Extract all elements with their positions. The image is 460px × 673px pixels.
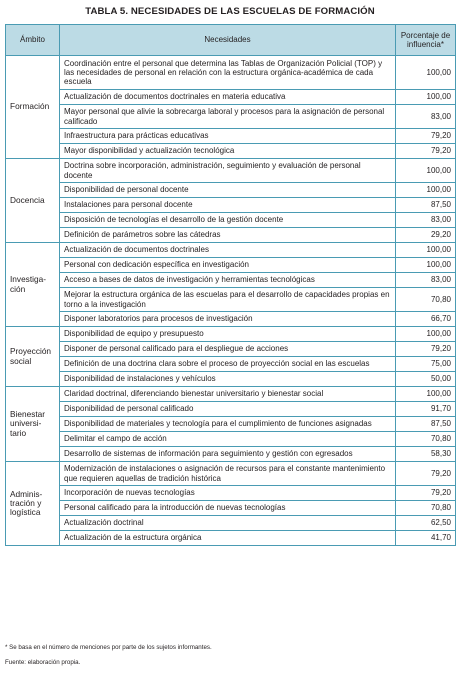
table-title: TABLA 5. NECESIDADES DE LAS ESCUELAS DE FORMACIÓN	[85, 6, 375, 17]
table-row	[6, 402, 456, 417]
header-porcentaje-line1: Porcentaje de	[400, 30, 451, 40]
porcentaje-cell: 100,00	[396, 243, 456, 258]
table-row	[6, 417, 456, 432]
porcentaje-cell: 58,30	[396, 447, 456, 462]
table-row	[6, 198, 456, 213]
table-row	[6, 105, 456, 129]
necesidad-cell: Disposición de tecnologías el desarrollo de la gestión docente	[60, 213, 396, 228]
porcentaje-cell: 83,00	[396, 213, 456, 228]
table-row	[6, 516, 456, 531]
necesidad-cell: Actualización doctrinal	[60, 516, 396, 531]
header-necesidades: Necesidades	[60, 25, 396, 56]
ambito-cell: Investiga- ción	[6, 243, 60, 327]
table-row	[6, 144, 456, 159]
header-ambito: Ámbito	[6, 25, 60, 56]
table-row	[6, 357, 456, 372]
ambito-cell: Adminis- tración y logística	[6, 462, 60, 546]
necesidad-cell: Desarrollo de sistemas de información para seguimiento y gestión con egresados	[60, 447, 396, 462]
porcentaje-cell: 100,00	[396, 159, 456, 183]
necesidad-cell: Delimitar el campo de acción	[60, 432, 396, 447]
ambito-cell: Bienestar universi- tario	[6, 387, 60, 462]
necesidad-cell: Disponibilidad de equipo y presupuesto	[60, 327, 396, 342]
table-row	[6, 288, 456, 312]
necesidad-cell: Coordinación entre el personal que determina las Tablas de Organización Policial (TOP) y las necesidades de personal en relación con la estructura orgánica-académica de cada escuela	[60, 56, 396, 90]
porcentaje-cell: 87,50	[396, 198, 456, 213]
table-row	[6, 90, 456, 105]
porcentaje-cell: 29,20	[396, 228, 456, 243]
necesidad-cell: Actualización de documentos doctrinales	[60, 243, 396, 258]
porcentaje-cell: 41,70	[396, 531, 456, 546]
ambito-cell: Proyección social	[6, 327, 60, 387]
table-row	[6, 531, 456, 546]
table-row	[6, 228, 456, 243]
table-row	[6, 56, 456, 90]
porcentaje-cell: 79,20	[396, 129, 456, 144]
table-row	[6, 372, 456, 387]
porcentaje-cell: 79,20	[396, 462, 456, 486]
necesidad-cell: Mayor personal que alivie la sobrecarga laboral y procesos para la asignación de personal calificado	[60, 105, 396, 129]
table-row	[6, 273, 456, 288]
needs-table	[5, 24, 456, 546]
necesidad-cell: Personal calificado para la introducción de nuevas tecnologías	[60, 501, 396, 516]
ambito-cell: Docencia	[6, 159, 60, 243]
footnote: * Se basa en el número de menciones por parte de los sujetos informantes.	[5, 644, 212, 651]
ambito-cell: Formación	[6, 56, 60, 159]
porcentaje-cell: 100,00	[396, 327, 456, 342]
porcentaje-cell: 100,00	[396, 56, 456, 90]
header-porcentaje-line2: influencia*	[407, 40, 444, 49]
porcentaje-cell: 70,80	[396, 501, 456, 516]
table-row	[6, 129, 456, 144]
necesidad-cell: Disponibilidad de personal docente	[60, 183, 396, 198]
necesidad-cell: Claridad doctrinal, diferenciando bienestar universitario y bienestar social	[60, 387, 396, 402]
necesidad-cell: Infraestructura para prácticas educativas	[60, 129, 396, 144]
necesidad-cell: Modernización de instalaciones o asignación de recursos para el constante mantenimiento que requieren aquellas de tradición histórica	[60, 462, 396, 486]
necesidad-cell: Mayor disponibilidad y actualización tecnológica	[60, 144, 396, 159]
table-row	[6, 342, 456, 357]
source-note: Fuente: elaboración propia.	[5, 659, 81, 666]
porcentaje-cell: 70,80	[396, 432, 456, 447]
necesidad-cell: Personal con dedicación específica en investigación	[60, 258, 396, 273]
porcentaje-cell: 62,50	[396, 516, 456, 531]
porcentaje-cell: 100,00	[396, 387, 456, 402]
porcentaje-cell: 100,00	[396, 90, 456, 105]
porcentaje-cell: 66,70	[396, 312, 456, 327]
table-row	[6, 462, 456, 486]
table-row	[6, 501, 456, 516]
porcentaje-cell: 83,00	[396, 273, 456, 288]
porcentaje-cell: 75,00	[396, 357, 456, 372]
porcentaje-cell: 83,00	[396, 105, 456, 129]
porcentaje-cell: 87,50	[396, 417, 456, 432]
necesidad-cell: Disponer de personal calificado para el despliegue de acciones	[60, 342, 396, 357]
table-row	[6, 327, 456, 342]
porcentaje-cell: 79,20	[396, 342, 456, 357]
porcentaje-cell: 70,80	[396, 288, 456, 312]
necesidad-cell: Disponibilidad de materiales y tecnología para el cumplimiento de funciones asignadas	[60, 417, 396, 432]
table-row	[6, 486, 456, 501]
header-porcentaje	[396, 25, 456, 56]
table-body	[6, 56, 456, 546]
table-row	[6, 432, 456, 447]
necesidad-cell: Mejorar la estructura orgánica de las escuelas para el desarrollo de capacidades propias en torno a la investigación	[60, 288, 396, 312]
table-row	[6, 243, 456, 258]
necesidad-cell: Actualización de documentos doctrinales en materia educativa	[60, 90, 396, 105]
porcentaje-cell: 50,00	[396, 372, 456, 387]
table-row	[6, 213, 456, 228]
porcentaje-cell: 100,00	[396, 258, 456, 273]
table-row	[6, 258, 456, 273]
necesidad-cell: Definición de una doctrina clara sobre el proceso de proyección social en las escuelas	[60, 357, 396, 372]
table-row	[6, 183, 456, 198]
table-row	[6, 312, 456, 327]
table-row	[6, 159, 456, 183]
necesidad-cell: Doctrina sobre incorporación, administración, seguimiento y evaluación de personal docente	[60, 159, 396, 183]
necesidad-cell: Disponibilidad de personal calificado	[60, 402, 396, 417]
necesidad-cell: Definición de parámetros sobre las cátedras	[60, 228, 396, 243]
table-row	[6, 447, 456, 462]
necesidad-cell: Disponer laboratorios para procesos de investigación	[60, 312, 396, 327]
necesidad-cell: Acceso a bases de datos de investigación y herramientas tecnológicas	[60, 273, 396, 288]
necesidad-cell: Disponibilidad de instalaciones y vehículos	[60, 372, 396, 387]
necesidad-cell: Instalaciones para personal docente	[60, 198, 396, 213]
header-row	[6, 25, 456, 56]
porcentaje-cell: 79,20	[396, 144, 456, 159]
porcentaje-cell: 91,70	[396, 402, 456, 417]
necesidad-cell: Incorporación de nuevas tecnologías	[60, 486, 396, 501]
porcentaje-cell: 79,20	[396, 486, 456, 501]
porcentaje-cell: 100,00	[396, 183, 456, 198]
table-row	[6, 387, 456, 402]
necesidad-cell: Actualización de la estructura orgánica	[60, 531, 396, 546]
